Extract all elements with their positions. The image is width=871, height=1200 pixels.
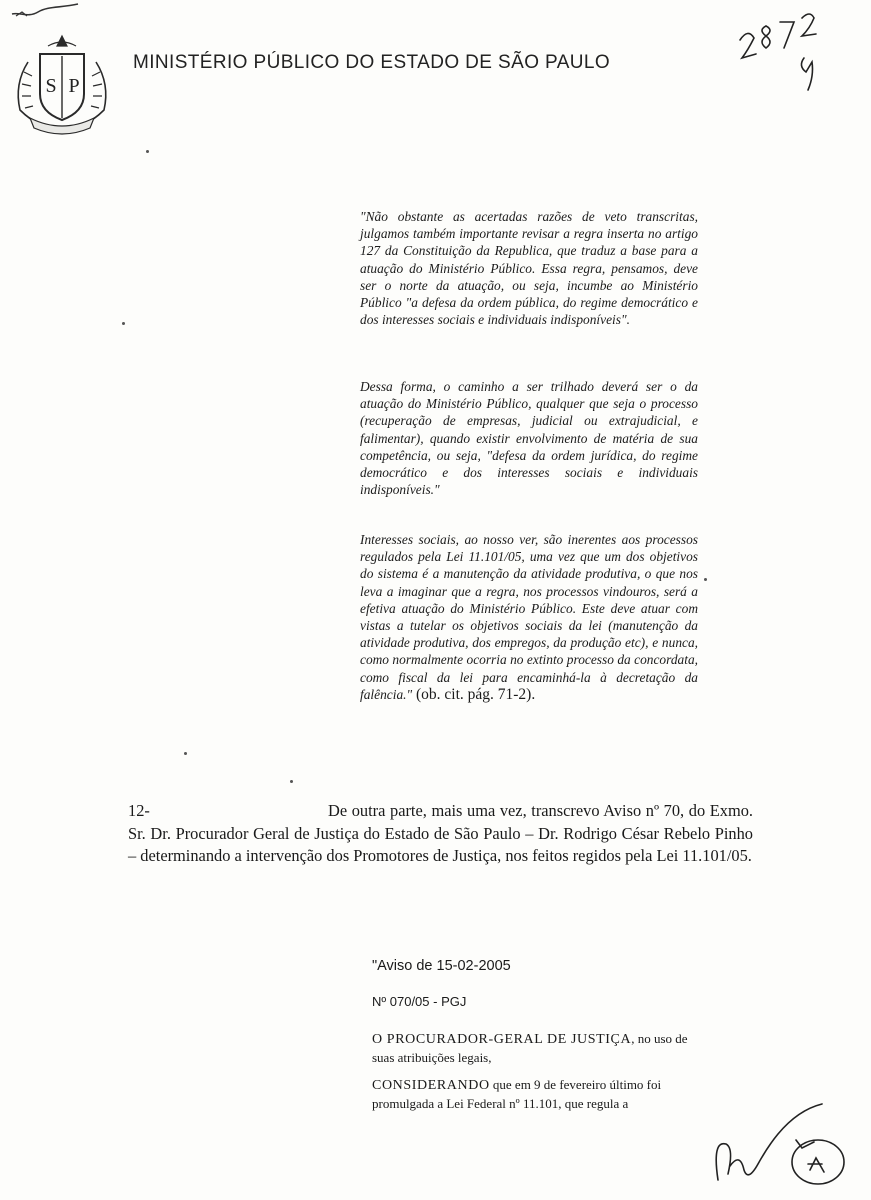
scan-speck: [122, 322, 125, 325]
quote-paragraph-1: [360, 208, 698, 328]
aviso-paragraph-1: [372, 1030, 712, 1067]
quote-text-3: Interesses sociais, ao nosso ver, são inerentes aos processos regulados pela Lei 11.101/05, uma vez que um dos objetivos do sistema é a manutenção da atividade produtiva, o que nos leva a imaginar que a regra, nos processos vindouros, será a efetiva atuação do Ministério Público. Este deve atuar com vistas a tutelar os objetivos sociais da lei (manutenção da atividade produtiva, dos empregos, da produção etc), e nunca, como normalmente ocorria no extinto processo da concordata, como fiscal da lei para encaminhá-la à decretação da falência.": [360, 532, 698, 702]
scan-speck: [290, 780, 293, 783]
handwritten-initials-signature: [700, 1100, 860, 1195]
quote-paragraph-2: [360, 378, 698, 498]
seal-letter-s: S: [45, 75, 57, 97]
pen-scribble-mark: [8, 0, 88, 28]
aviso-authority: O PROCURADOR-GERAL DE JUSTIÇA: [372, 1032, 632, 1047]
aviso-paragraph-2: [372, 1076, 712, 1113]
quote-citation: (ob. cit. pág. 71-2).: [412, 685, 536, 703]
aviso-considering: CONSIDERANDO: [372, 1078, 490, 1093]
paragraph-12: [128, 800, 753, 868]
quote-text-2: Dessa forma, o caminho a ser trilhado deverá ser o da atuação do Ministério Público, qualquer que seja o processo (recuperação de empresas, judicial ou extrajudicial, e falimentar), quando existir envolvimento de matéria de sua competência, ou seja, "defesa da ordem jurídica, do regime democrático e dos interesses sociais e individuais indisponíveis.": [360, 379, 698, 498]
scan-speck: [184, 752, 187, 755]
scan-speck: [704, 578, 707, 581]
quote-text-1: "Não obstante as acertadas razões de veto transcritas, julgamos também importante revisar a regra inserta no artigo 127 da Constituição da Republica, que traduz a base para a atuação do Ministério Público. Essa regra, pensamos, deve ser o norte da atuação, ou seja, incumbe ao Ministério Público "a defesa da ordem pública, do regime democrático e dos interesses sociais e individuais indisponíveis".: [360, 209, 698, 328]
page-header-title: MINISTÉRIO PÚBLICO DO ESTADO DE SÃO PAULO: [133, 52, 611, 73]
quote-paragraph-3: [360, 531, 698, 703]
handwritten-page-number: [722, 10, 842, 100]
aviso-paragraph-2-text: que em 9 de fevereiro último foi promulgada a Lei Federal nº 11.101, que regula a: [372, 1077, 662, 1111]
state-seal-icon: [8, 32, 116, 140]
paragraph-number: 12-: [128, 801, 150, 820]
seal-letter-p: P: [68, 75, 80, 97]
paragraph-12-text: De outra parte, mais uma vez, transcrevo Aviso nº 70, do Exmo. Sr. Dr. Procurador Geral de Justiça do Estado de São Paulo – Dr. Rodrigo César Rebelo Pinho – determinando a intervenção dos Promotores de Justiça, nos feitos regidos pela Lei 11.101/05.: [128, 801, 753, 865]
aviso-title: "Aviso de 15-02-2005: [372, 958, 511, 974]
scan-speck: [146, 150, 149, 153]
aviso-paragraph-1-text: , no uso de suas atribuições legais,: [372, 1031, 688, 1065]
aviso-number: Nº 070/05 - PGJ: [372, 994, 467, 1009]
